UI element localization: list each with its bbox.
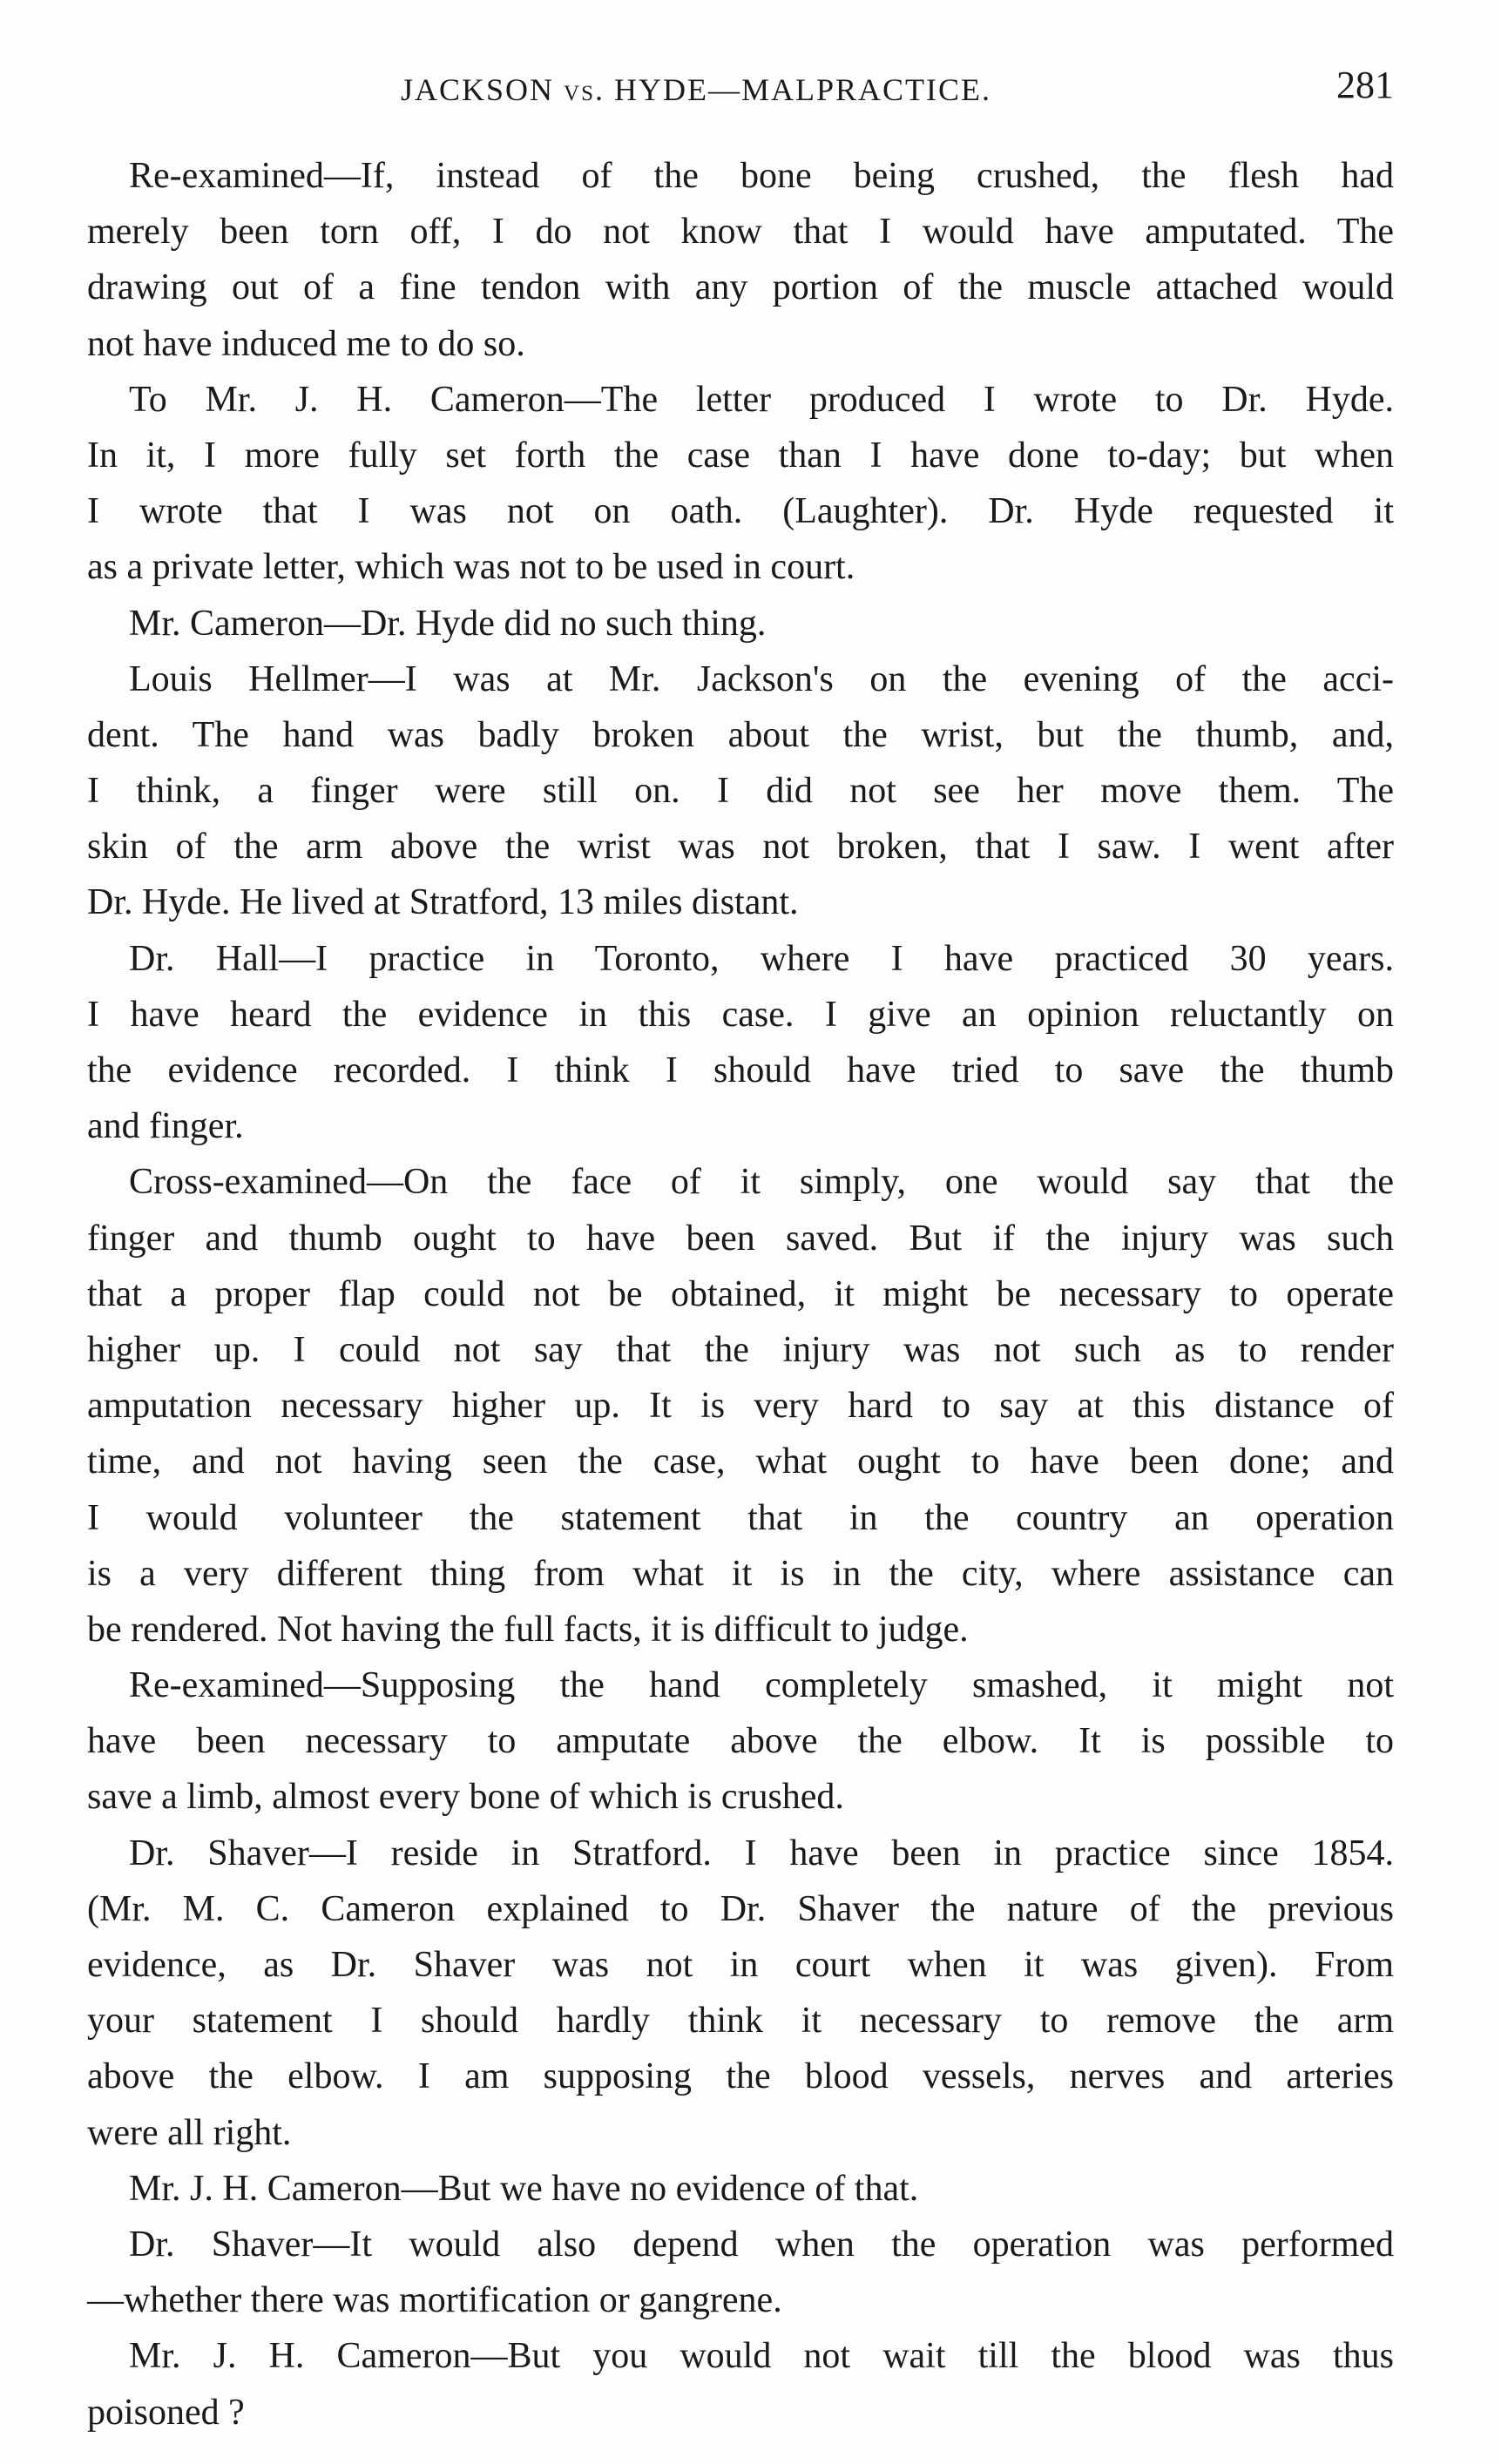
text-line: Dr. Hall—I practice in Toronto, where I have practiced 30 years. bbox=[129, 938, 1394, 979]
text-line: Dr. Hyde. He lived at Stratford, 13 miles distant. bbox=[87, 882, 799, 923]
running-head bbox=[87, 64, 1394, 124]
text-line: amputation necessary higher up. It is very hard to say at this distance of bbox=[87, 1386, 1394, 1427]
text-line: finger and thumb ought to have been saved. But if the injury was such bbox=[87, 1218, 1394, 1259]
text-line: and finger. bbox=[87, 1106, 244, 1147]
text-line: Mr. Cameron—Dr. Hyde did no such thing. bbox=[129, 603, 767, 644]
text-line: the evidence recorded. I think I should have tried to save the thumb bbox=[87, 1050, 1394, 1090]
text-line: Mr. J. H. Cameron—But you would not wait till the blood was thus bbox=[129, 2336, 1394, 2377]
text-line: To Mr. J. H. Cameron—The letter produced I wrote to Dr. Hyde. bbox=[129, 379, 1394, 420]
text-line: not have induced me to do so. bbox=[87, 323, 525, 364]
body-text bbox=[87, 148, 1394, 2440]
page-number: 281 bbox=[1336, 64, 1394, 106]
text-line: I have heard the evidence in this case. I give an opinion reluctantly on bbox=[87, 994, 1394, 1035]
text-line: dent. The hand was badly broken about the wrist, but the thumb, and, bbox=[87, 714, 1394, 755]
text-line: your statement I should hardly think it necessary to remove the arm bbox=[87, 2001, 1394, 2042]
text-line: merely been torn off, I do not know that I would have amputated. The bbox=[87, 212, 1394, 253]
text-line: I think, a finger were still on. I did not see her move them. The bbox=[87, 771, 1394, 812]
text-line: Dr. Shaver—It would also depend when the operation was performed bbox=[129, 2224, 1394, 2265]
text-line: Re-examined—Supposing the hand completely smashed, it might not bbox=[129, 1665, 1394, 1706]
text-line: have been necessary to amputate above the elbow. It is possible to bbox=[87, 1721, 1394, 1762]
text-line: In it, I more fully set forth the case than I have done to-day; but when bbox=[87, 435, 1394, 476]
text-line: —whether there was mortification or gangrene. bbox=[87, 2280, 782, 2321]
text-line: Cross-examined—On the face of it simply, one would say that the bbox=[129, 1162, 1394, 1203]
text-line: Dr. Shaver—I reside in Stratford. I have been in practice since 1854. bbox=[129, 1833, 1394, 1873]
text-line: as a private letter, which was not to be used in court. bbox=[87, 547, 855, 588]
text-line: (Mr. M. C. Cameron explained to Dr. Shaver the nature of the previous bbox=[87, 1888, 1394, 1929]
text-line: Mr. J. H. Cameron—But we have no evidence of that. bbox=[129, 2168, 919, 2209]
text-line: drawing out of a fine tendon with any portion of the muscle attached would bbox=[87, 267, 1394, 308]
text-line: is a very different thing from what it is in the city, where assistance can bbox=[87, 1553, 1394, 1594]
running-title: JACKSON vs. HYDE—MALPRACTICE. bbox=[401, 72, 991, 107]
text-line: were all right. bbox=[87, 2112, 292, 2153]
text-line: skin of the arm above the wrist was not broken, that I saw. I went after bbox=[87, 827, 1394, 867]
text-line: that a proper flap could not be obtained, it might be necessary to operate bbox=[87, 1273, 1394, 1314]
text-line: Louis Hellmer—I was at Mr. Jackson's on the evening of the acci- bbox=[129, 658, 1394, 699]
text-line: be rendered. Not having the full facts, it is difficult to judge. bbox=[87, 1609, 969, 1650]
text-line: evidence, as Dr. Shaver was not in court when it was given). From bbox=[87, 1945, 1394, 1985]
text-line: I wrote that I was not on oath. (Laughter). Dr. Hyde requested it bbox=[87, 491, 1394, 532]
text-line: I would volunteer the statement that in the country an operation bbox=[87, 1497, 1394, 1538]
text-line: time, and not having seen the case, what ought to have been done; and bbox=[87, 1441, 1394, 1482]
text-line: higher up. I could not say that the injury was not such as to render bbox=[87, 1329, 1394, 1370]
text-line: Re-examined—If, instead of the bone being crushed, the flesh had bbox=[129, 156, 1394, 196]
text-line: poisoned ? bbox=[87, 2392, 245, 2433]
text-line: save a limb, almost every bone of which is crushed. bbox=[87, 1777, 844, 1818]
text-line: above the elbow. I am supposing the blood vessels, nerves and arteries bbox=[87, 2056, 1394, 2097]
